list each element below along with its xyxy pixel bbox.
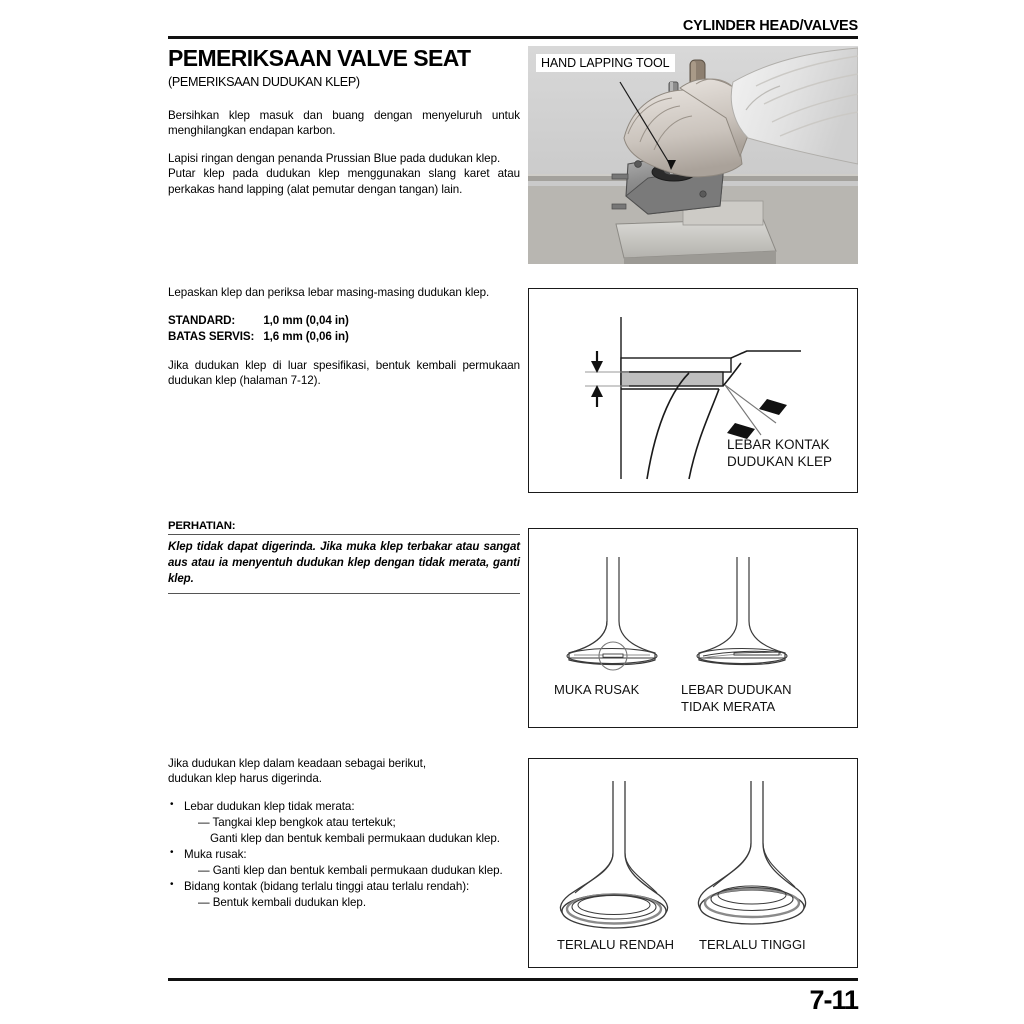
caution-body: Klep tidak dapat digerinda. Jika muka klep terbakar atau sangat aus atau ia menyentuh dudukan klep dengan tidak merata, ganti klep. xyxy=(168,541,520,585)
conditions-list xyxy=(168,799,528,911)
figure-seat-contact-width xyxy=(528,288,858,493)
spec-value-service-limit: 1,6 mm (0,06 in) xyxy=(263,329,349,343)
left-text-column xyxy=(168,46,520,197)
page-number: 7-11 xyxy=(809,985,858,1015)
seat-position-left-caption: TERLALU RENDAH xyxy=(557,937,675,952)
condition-sub-1-1: Ganti klep dan bentuk kembali permukaan dudukan klep. xyxy=(210,832,500,846)
seat-width-diagram xyxy=(529,289,856,491)
valve-seat-too-high xyxy=(698,781,805,924)
caution-title: PERHATIAN: xyxy=(168,520,236,532)
conditions-intro-line2: dudukan klep harus digerinda. xyxy=(168,772,322,786)
seat-position-right-caption: TERLALU TINGGI xyxy=(699,937,806,952)
running-head: CYLINDER HEAD/VALVES xyxy=(682,18,858,34)
condition-sub-2-0: — Ganti klep dan bentuk kembali permukaan dudukan klep. xyxy=(198,864,503,878)
measure-intro: Lepaskan klep dan periksa lebar masing-masing dudukan klep. xyxy=(168,286,490,299)
seat-position-diagram xyxy=(529,759,856,966)
table-row xyxy=(168,313,349,329)
callout-hand-lapping-tool: HAND LAPPING TOOL xyxy=(536,54,675,72)
spec-label-standard: STANDARD: xyxy=(168,314,236,328)
table-row xyxy=(168,329,349,345)
intro-paragraph-3: Putar klep pada dudukan klep menggunakan slang karet atau perkakas hand lapping (alat pemutar dengan tangan) lain. xyxy=(168,167,520,196)
measure-outro: Jika dudukan klep di luar spesifikasi, bentuk kembali permukaan dudukan klep (halaman 7-12). xyxy=(168,358,520,387)
caution-rule-bottom xyxy=(168,593,520,594)
condition-sub-3-0: — Bentuk kembali dudukan klep. xyxy=(198,896,366,910)
intro-paragraph-1: Bersihkan klep masuk dan buang dengan menyeluruh untuk menghilangkan endapan karbon. xyxy=(168,109,520,138)
hand-lapping-photo-illustration xyxy=(528,46,858,264)
figure-valve-damage xyxy=(528,528,858,728)
figure-seat-position xyxy=(528,758,858,968)
list-item xyxy=(168,799,528,847)
valve-damage-right-caption-line2: TIDAK MERATA xyxy=(681,699,776,714)
caution-block xyxy=(168,520,520,594)
intro-paragraph-2: Lapisi ringan dengan penanda Prussian Blue pada dudukan klep. xyxy=(168,152,501,166)
conditions-block xyxy=(168,756,528,911)
figure-hand-lapping-photo xyxy=(528,46,858,264)
valve-damage-diagram xyxy=(529,529,856,726)
page-subtitle: (PEMERIKSAAN DUDUKAN KLEP) xyxy=(168,74,360,89)
list-item xyxy=(168,879,528,911)
pointer-arrows xyxy=(727,399,787,439)
conditions-intro-line1: Jika dudukan klep dalam keadaan sebagai berikut, xyxy=(168,757,426,770)
valve-seat-too-low xyxy=(560,781,667,928)
caution-rule-top xyxy=(168,534,520,535)
spec-value-standard: 1,0 mm (0,04 in) xyxy=(263,314,349,328)
seat-width-label-line2: DUDUKAN KLEP xyxy=(727,454,833,469)
spec-table xyxy=(168,313,349,345)
valve-damage-left-caption: MUKA RUSAK xyxy=(554,682,640,697)
condition-title-3: • Bidang kontak (bidang terlalu tinggi atau terlalu rendah): xyxy=(184,880,470,894)
valve-damaged-face xyxy=(567,557,657,670)
footer-rule xyxy=(168,978,858,981)
header-rule xyxy=(168,36,858,39)
page-title: PEMERIKSAAN VALVE SEAT xyxy=(168,45,471,71)
spec-label-service-limit: BATAS SERVIS: xyxy=(168,329,255,343)
condition-sub-1-0: — Tangkai klep bengkok atau tertekuk; xyxy=(198,816,396,830)
condition-title-1: • Lebar dudukan klep tidak merata: xyxy=(184,800,355,814)
seat-width-label-line1: LEBAR KONTAK xyxy=(727,437,830,452)
valve-damage-right-caption-line1: LEBAR DUDUKAN xyxy=(681,682,792,697)
valve-uneven-seat xyxy=(697,557,787,665)
condition-title-2: • Muka rusak: xyxy=(184,848,247,862)
measure-block xyxy=(168,285,520,388)
dimension-arrows xyxy=(591,351,603,407)
list-item xyxy=(168,847,528,879)
